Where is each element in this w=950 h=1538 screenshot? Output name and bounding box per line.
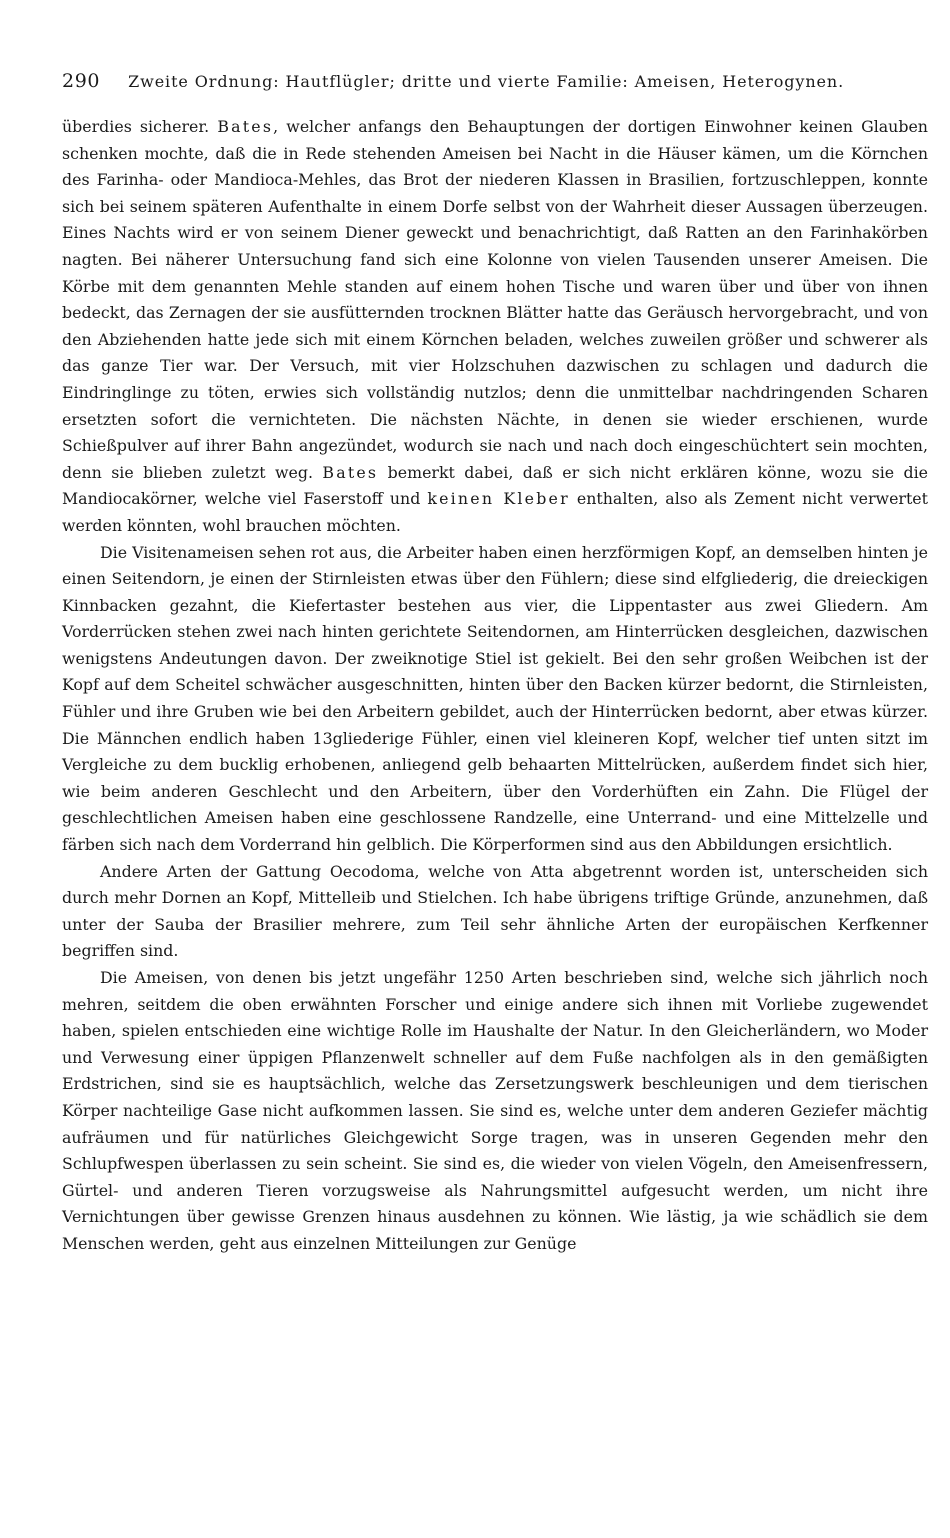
paragraph-3: [62, 859, 928, 965]
genus-atta: Atta: [530, 861, 564, 881]
book-page: [62, 70, 928, 1258]
emphasis-keinen-kleber: keinen Kleber: [427, 489, 570, 509]
paragraph-2: Die Visitenameisen sehen rot aus, die Arbeiter haben einen herzförmigen Kopf, an demselben hinten je einen Seitendorn, je einen der Stirnleisten etwas über den Fühlern; diese sind elfgliederig, die dreieckigen Kinnbacken gezahnt, die Kiefertaster bestehen aus vier, die Lippentaster aus zwei Gliedern. Am Vorderrücken stehen zwei nach hinten gerichtete Seitendornen, am Hinterrücken desgleichen, dazwischen wenigstens Andeutungen davon. Der zweiknotige Stiel ist gekielt. Bei den sehr großen Weibchen ist der Kopf auf dem Scheitel schwächer ausgeschnitten, hinten über den Backen kürzer bedornt, die Stirnleisten, Fühler und ihre Gruben wie bei den Arbeitern gebildet, auch der Hinterrücken bedornt, aber etwas kürzer. Die Männchen endlich haben 13gliederige Fühler, einen viel kleineren Kopf, welcher tief unten sitzt im Vergleiche zu dem bucklig erhobenen, anliegend gelb behaarten Mittelrücken, außerdem findet sich hier, wie beim anderen Geschlecht und den Arbeitern, über den Vorderhüften ein Zahn. Die Flügel der geschlechtlichen Ameisen haben eine geschlossene Randzelle, eine Unterrand- und eine Mittelzelle und färben sich nach dem Vorderrand hin gelblich. Die Körperformen sind aus den Abbildungen ersichtlich.: [62, 542, 928, 855]
paragraph-1-text-c: bemerkt dabei, daß er sich nicht erklären könne, wozu sie die Mandiocakörner, welche viel Faserstoff und: [62, 462, 929, 509]
author-name-bates: Bates: [217, 117, 274, 136]
running-head: [62, 70, 928, 92]
page-number: 290: [62, 70, 101, 92]
paragraph-3-text-b: , welche von: [414, 861, 531, 881]
paragraph-1-text-a: überdies sicherer.: [62, 117, 218, 136]
paragraph-1-text-d: enthalten, also als Zement nicht verwertet werden könnten, wohl brauchen möchten.: [62, 489, 929, 535]
running-head-title: Zweite Ordnung: Hautflügler; dritte und vierte Familie: Ameisen, Heterogynen.: [128, 72, 845, 91]
paragraph-3-text-c: abgetrennt worden ist, unterscheiden sich durch mehr Dornen an Kopf, Mittelleib und Stielchen. Ich habe übrigens triftige Gründe, anzunehmen, daß unter der Sauba der Brasilier mehrere, zum Teil sehr ähnliche Arten der europäischen Kerfkenner begriffen sind.: [62, 861, 928, 961]
author-name-bates-2: Bates: [322, 462, 379, 482]
body-text: [62, 114, 928, 1258]
paragraph-1: [62, 114, 928, 540]
paragraph-4: Die Ameisen, von denen bis jetzt ungefähr 1250 Arten beschrieben sind, welche sich jährlich noch mehren, seitdem die oben erwähnten Forscher und einige andere sich ihnen mit Vorliebe zugewendet haben, spielen entschieden eine wichtige Rolle im Haushalte der Natur. In den Gleicherländern, wo Moder und Verwesung einer üppigen Pflanzenwelt schneller auf dem Fuße nachfolgen als in den gemäßigten Erdstrichen, sind sie es hauptsächlich, welche das Zersetzungswerk beschleunigen und dem tierischen Körper nachteilige Gase nicht aufkommen lassen. Sie sind es, welche unter dem anderen Geziefer mächtig aufräumen und für natürliches Gleichgewicht Sorge tragen, was in unseren Gegenden mehr den Schlupfwespen überlassen zu sein scheint. Sie sind es, die wieder von vielen Vögeln, den Ameisenfressern, Gürtel- und anderen Tieren vorzugsweise als Nahrungsmittel aufgesucht werden, um nicht ihre Vernichtungen über gewisse Grenzen hinaus ausdehnen zu können. Wie lästig, ja wie schädlich sie dem Menschen werden, geht aus einzelnen Mitteilungen zur Genüge: [62, 968, 928, 1253]
paragraph-1-text-b: , welcher anfangs den Behauptungen der dortigen Einwohner keinen Glauben schenken mochte, daß die in Rede stehenden Ameisen bei Nacht in die Häuser kämen, um die Körnchen des Farinha- oder Mandioca-Mehles, das Brot der niederen Klassen in Brasilien, fortzuschleppen, konnte sich bei seinem späteren Aufenthalte in einem Dorfe selbst von der Wahrheit dieser Aussagen überzeugen. Eines Nachts wird er von seinem Diener geweckt und benachrichtigt, daß Ratten an den Farinhakörben nagten. Bei näherer Untersuchung fand sich eine Kolonne von vielen Tausenden unserer Ameisen. Die Körbe mit dem genannten Mehle standen auf einem hohen Tische und waren über und über von ihnen bedeckt, das Zernagen der sie ausfütternden trocknen Blätter hatte das Geräusch hervorgebracht, und von den Abziehenden hatte jede sich mit einem Körnchen beladen, welches zuweilen größer und schwerer als das ganze Tier war. Der Versuch, mit vier Holzschuhen dazwischen zu schlagen und dadurch die Eindringlinge zu töten, erwies sich vollständig nutzlos; denn die unmittelbar nachdringenden Scharen ersetzten sofort die vernichteten. Die nächsten Nächte, in denen sie wieder erschienen, wurde Schießpulver auf ihrer Bahn angezündet, wodurch sie nach und nach doch eingeschüchtert sein mochten, denn sie blieben zuletzt weg.: [62, 117, 928, 482]
paragraph-3-text-a: Andere Arten der Gattung: [100, 861, 330, 881]
genus-oecodoma: Oecodoma: [329, 861, 415, 881]
